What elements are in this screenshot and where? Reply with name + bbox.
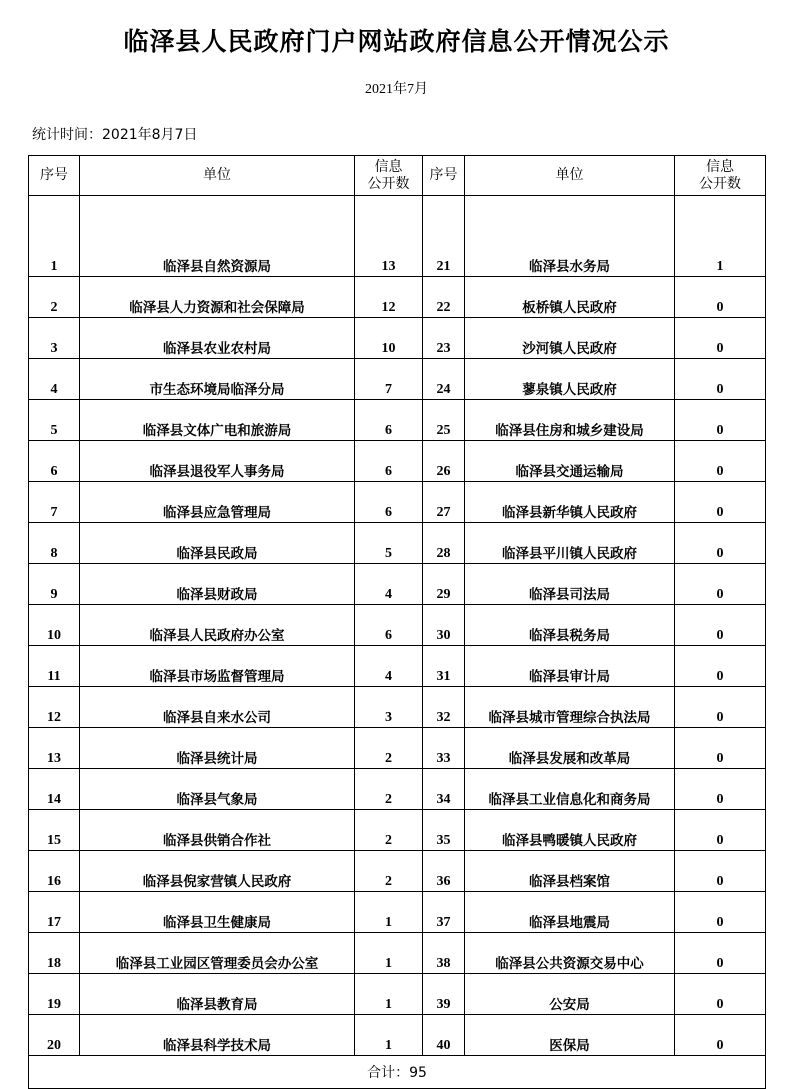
table-header-row	[29, 156, 766, 196]
disclosure-count-right: 0	[675, 933, 766, 974]
unit-name-left: 临泽县农业农村局	[80, 318, 355, 359]
unit-name-right: 临泽县发展和改革局	[465, 728, 675, 769]
row-number-right: 29	[423, 564, 465, 605]
unit-name-right: 沙河镇人民政府	[465, 318, 675, 359]
header-count-line1: 信息	[706, 158, 734, 175]
unit-name-right: 公安局	[465, 974, 675, 1015]
table-row	[29, 277, 766, 318]
header-count-line2: 公开数	[367, 175, 410, 192]
disclosure-count-right: 0	[675, 277, 766, 318]
unit-name-right: 临泽县公共资源交易中心	[465, 933, 675, 974]
statistics-date: 统计时间：2021年8月7日	[32, 127, 198, 143]
unit-name-left: 临泽县供销合作社	[80, 810, 355, 851]
unit-name-right: 医保局	[465, 1015, 675, 1056]
row-number-left: 6	[29, 441, 80, 482]
disclosure-count-left: 5	[355, 523, 423, 564]
unit-name-left: 临泽县人民政府办公室	[80, 605, 355, 646]
disclosure-count-right: 0	[675, 769, 766, 810]
table-row	[29, 892, 766, 933]
table-row	[29, 605, 766, 646]
unit-name-left: 临泽县财政局	[80, 564, 355, 605]
unit-name-right: 临泽县城市管理综合执法局	[465, 687, 675, 728]
table-row	[29, 974, 766, 1015]
disclosure-count-left: 13	[355, 196, 423, 277]
row-number-right: 21	[423, 196, 465, 277]
table-body	[29, 196, 766, 1056]
header-count-line2: 公开数	[699, 175, 741, 192]
unit-name-right: 临泽县新华镇人民政府	[465, 482, 675, 523]
row-number-left: 19	[29, 974, 80, 1015]
disclosure-count-left: 6	[355, 441, 423, 482]
header-count-line1: 信息	[374, 158, 403, 175]
unit-name-left: 临泽县民政局	[80, 523, 355, 564]
disclosure-count-right: 0	[675, 441, 766, 482]
page-title: 临泽县人民政府门户网站政府信息公开情况公示	[123, 27, 670, 56]
disclosure-count-right: 1	[675, 196, 766, 277]
row-number-left: 13	[29, 728, 80, 769]
disclosure-count-left: 4	[355, 646, 423, 687]
unit-name-right: 临泽县住房和城乡建设局	[465, 400, 675, 441]
unit-name-right: 临泽县档案馆	[465, 851, 675, 892]
disclosure-count-right: 0	[675, 482, 766, 523]
row-number-left: 9	[29, 564, 80, 605]
disclosure-count-right: 0	[675, 687, 766, 728]
unit-name-left: 临泽县退役军人事务局	[80, 441, 355, 482]
unit-name-left: 临泽县工业园区管理委员会办公室	[80, 933, 355, 974]
table-row	[29, 441, 766, 482]
row-number-left: 5	[29, 400, 80, 441]
unit-name-left: 临泽县文体广电和旅游局	[80, 400, 355, 441]
row-number-left: 12	[29, 687, 80, 728]
disclosure-count-left: 4	[355, 564, 423, 605]
row-number-right: 26	[423, 441, 465, 482]
unit-name-left: 临泽县自来水公司	[80, 687, 355, 728]
period-label: 2021年7月	[365, 82, 428, 97]
disclosure-count-left: 6	[355, 482, 423, 523]
disclosure-count-left: 7	[355, 359, 423, 400]
disclosure-count-left: 2	[355, 769, 423, 810]
disclosure-count-left: 12	[355, 277, 423, 318]
row-number-right: 31	[423, 646, 465, 687]
row-number-right: 40	[423, 1015, 465, 1056]
unit-name-right: 临泽县水务局	[465, 196, 675, 277]
row-number-right: 36	[423, 851, 465, 892]
disclosure-count-left: 2	[355, 851, 423, 892]
header-seq-right: 序号	[423, 156, 465, 196]
row-number-left: 8	[29, 523, 80, 564]
disclosure-count-right: 0	[675, 1015, 766, 1056]
table-row	[29, 523, 766, 564]
disclosure-count-right: 0	[675, 605, 766, 646]
disclosure-count-left: 6	[355, 400, 423, 441]
unit-name-right: 板桥镇人民政府	[465, 277, 675, 318]
row-number-left: 18	[29, 933, 80, 974]
total-row	[29, 1056, 766, 1089]
table-row	[29, 769, 766, 810]
row-number-left: 20	[29, 1015, 80, 1056]
unit-name-right: 临泽县地震局	[465, 892, 675, 933]
row-number-left: 4	[29, 359, 80, 400]
row-number-left: 7	[29, 482, 80, 523]
row-number-right: 37	[423, 892, 465, 933]
table-row	[29, 728, 766, 769]
row-number-left: 1	[29, 196, 80, 277]
table-row	[29, 851, 766, 892]
unit-name-right: 临泽县平川镇人民政府	[465, 523, 675, 564]
disclosure-count-left: 2	[355, 810, 423, 851]
header-unit-left: 单位	[80, 156, 355, 196]
header-seq-left: 序号	[29, 156, 80, 196]
unit-name-right: 临泽县工业信息化和商务局	[465, 769, 675, 810]
disclosure-count-right: 0	[675, 359, 766, 400]
row-number-right: 33	[423, 728, 465, 769]
disclosure-count-right: 0	[675, 318, 766, 359]
row-number-right: 38	[423, 933, 465, 974]
disclosure-count-right: 0	[675, 892, 766, 933]
row-number-left: 11	[29, 646, 80, 687]
disclosure-count-left: 1	[355, 974, 423, 1015]
disclosure-count-right: 0	[675, 810, 766, 851]
unit-name-right: 临泽县审计局	[465, 646, 675, 687]
disclosure-table	[28, 155, 766, 1089]
row-number-right: 34	[423, 769, 465, 810]
disclosure-count-left: 2	[355, 728, 423, 769]
row-number-right: 23	[423, 318, 465, 359]
unit-name-left: 临泽县应急管理局	[80, 482, 355, 523]
table-row	[29, 1015, 766, 1056]
header-unit-right: 单位	[465, 156, 675, 196]
disclosure-count-right: 0	[675, 728, 766, 769]
table-row	[29, 400, 766, 441]
unit-name-left: 临泽县市场监督管理局	[80, 646, 355, 687]
row-number-left: 10	[29, 605, 80, 646]
table-row	[29, 359, 766, 400]
unit-name-right: 临泽县司法局	[465, 564, 675, 605]
unit-name-right: 蓼泉镇人民政府	[465, 359, 675, 400]
table-row	[29, 318, 766, 359]
unit-name-right: 临泽县鸭暖镇人民政府	[465, 810, 675, 851]
row-number-left: 17	[29, 892, 80, 933]
table-row	[29, 482, 766, 523]
table-row	[29, 646, 766, 687]
unit-name-right: 临泽县税务局	[465, 605, 675, 646]
header-count-right	[675, 156, 766, 196]
header-count-left	[355, 156, 423, 196]
disclosure-count-left: 1	[355, 933, 423, 974]
disclosure-count-left: 6	[355, 605, 423, 646]
row-number-right: 35	[423, 810, 465, 851]
unit-name-left: 市生态环境局临泽分局	[80, 359, 355, 400]
row-number-right: 28	[423, 523, 465, 564]
row-number-right: 25	[423, 400, 465, 441]
row-number-left: 15	[29, 810, 80, 851]
unit-name-left: 临泽县自然资源局	[80, 196, 355, 277]
unit-name-left: 临泽县人力资源和社会保障局	[80, 277, 355, 318]
row-number-right: 39	[423, 974, 465, 1015]
row-number-left: 3	[29, 318, 80, 359]
table-row	[29, 196, 766, 277]
row-number-right: 32	[423, 687, 465, 728]
row-number-left: 16	[29, 851, 80, 892]
disclosure-count-right: 0	[675, 974, 766, 1015]
disclosure-count-left: 3	[355, 687, 423, 728]
table-row	[29, 933, 766, 974]
row-number-right: 24	[423, 359, 465, 400]
unit-name-right: 临泽县交通运输局	[465, 441, 675, 482]
table-row	[29, 687, 766, 728]
unit-name-left: 临泽县倪家营镇人民政府	[80, 851, 355, 892]
unit-name-left: 临泽县科学技术局	[80, 1015, 355, 1056]
disclosure-count-left: 1	[355, 892, 423, 933]
row-number-left: 2	[29, 277, 80, 318]
disclosure-count-right: 0	[675, 523, 766, 564]
disclosure-count-right: 0	[675, 851, 766, 892]
disclosure-count-left: 10	[355, 318, 423, 359]
row-number-right: 30	[423, 605, 465, 646]
row-number-right: 27	[423, 482, 465, 523]
table-row	[29, 810, 766, 851]
row-number-left: 14	[29, 769, 80, 810]
disclosure-count-right: 0	[675, 564, 766, 605]
disclosure-count-right: 0	[675, 646, 766, 687]
row-number-right: 22	[423, 277, 465, 318]
unit-name-left: 临泽县教育局	[80, 974, 355, 1015]
table-row	[29, 564, 766, 605]
unit-name-left: 临泽县气象局	[80, 769, 355, 810]
disclosure-count-right: 0	[675, 400, 766, 441]
disclosure-count-left: 1	[355, 1015, 423, 1056]
unit-name-left: 临泽县统计局	[80, 728, 355, 769]
total-cell: 合计：95	[29, 1056, 766, 1089]
unit-name-left: 临泽县卫生健康局	[80, 892, 355, 933]
